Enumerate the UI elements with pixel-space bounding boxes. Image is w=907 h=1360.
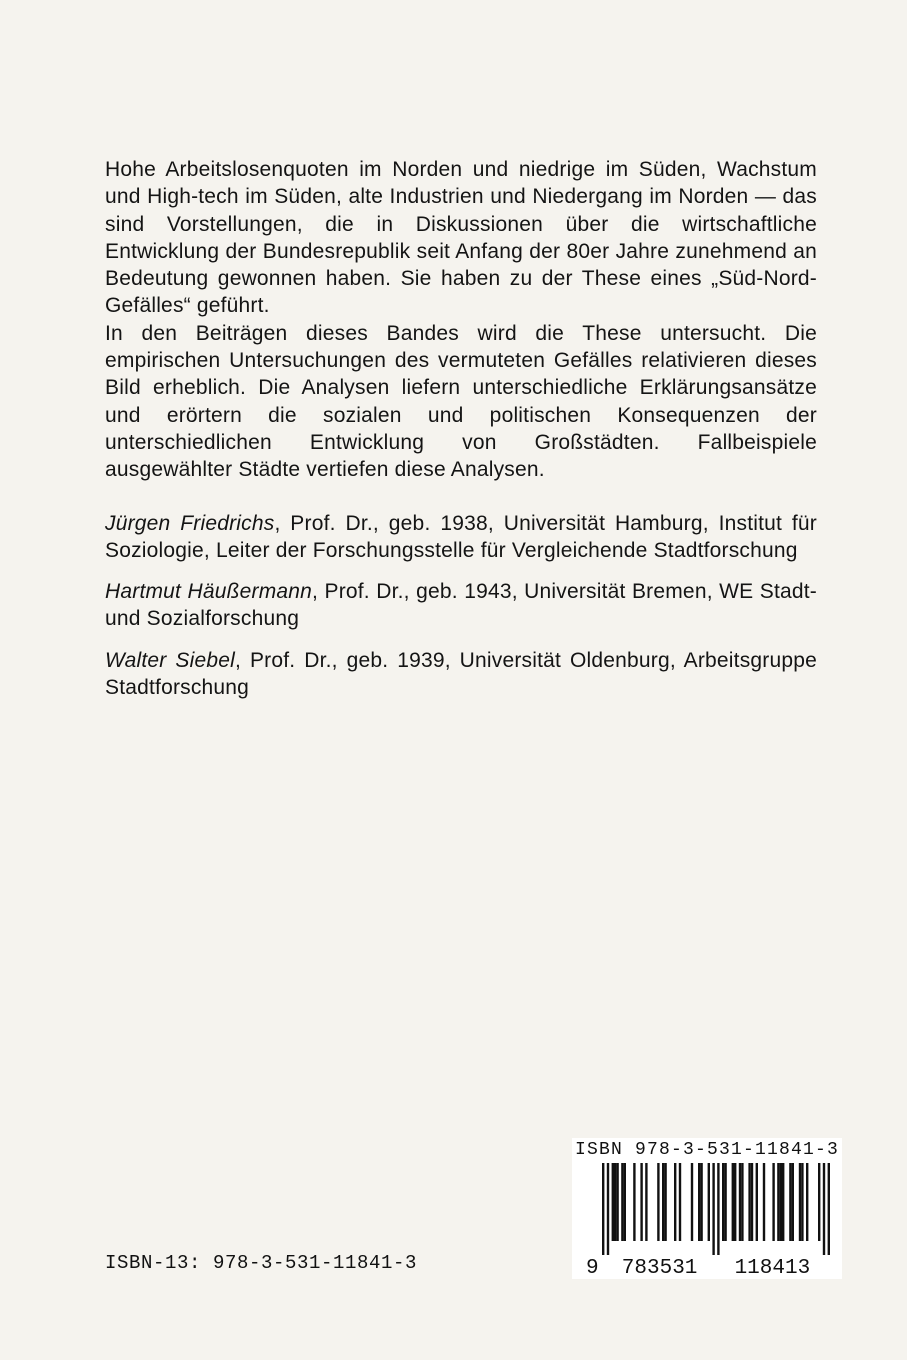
author-bio-siebel	[105, 647, 817, 702]
author-details: , Prof. Dr., geb. 1938, Universität Hamburg, Institut für Soziologie, Leiter der Forschungsstelle für Vergleichende Stadtforschung	[105, 511, 817, 562]
author-name: Walter Siebel	[105, 648, 235, 672]
blurb-paragraph-1: Hohe Arbeitslosenquoten im Norden und niedrige im Süden, Wachstum und High-tech im Süden, alte Industrien und Niedergang im Norden — das sind Vorstellungen, die in Diskussionen über die wirtschaftliche Entwicklung der Bundesrepublik seit Anfang der 80er Jahre zunehmend an Bedeutung gewonnen haben. Sie haben zu der These eines „Süd-Nord-Gefälles“ geführt.	[105, 158, 817, 318]
svg-text:9: 9	[586, 1257, 599, 1275]
barcode-isbn-label: ISBN 978-3-531-11841-3	[574, 1140, 840, 1160]
author-bio-friedrichs	[105, 510, 817, 565]
isbn-13-footer: ISBN-13: 978-3-531-11841-3	[105, 1252, 418, 1274]
author-bio-haeussermann	[105, 578, 817, 633]
blurb-paragraph-2: In den Beiträgen dieses Bandes wird die These untersucht. Die empirischen Untersuchungen des vermuteten Gefälles relativieren dieses Bild erheblich. Die Analysen liefern unterschiedliche Erklärungsansätze und erörtern die sozialen und politischen Konsequenzen der unterschiedlichen Entwicklung von Großstädten. Fallbeispiele ausgewählter Städte vertiefen diese Analysen.	[105, 321, 817, 482]
ean13-barcode	[574, 1163, 840, 1275]
isbn-barcode-block	[572, 1138, 842, 1279]
author-details: , Prof. Dr., geb. 1943, Universität Bremen, WE Stadt- und Sozialforschung	[105, 580, 817, 631]
author-name: Jürgen Friedrichs	[105, 511, 275, 535]
svg-text:118413: 118413	[734, 1257, 811, 1275]
author-bios	[105, 510, 817, 702]
author-details: , Prof. Dr., geb. 1939, Universität Oldenburg, Arbeitsgruppe Stadtforschung	[105, 648, 817, 700]
back-cover-text	[105, 156, 817, 715]
author-name: Hartmut Häußermann	[105, 580, 313, 604]
svg-text:783531: 783531	[621, 1257, 698, 1275]
